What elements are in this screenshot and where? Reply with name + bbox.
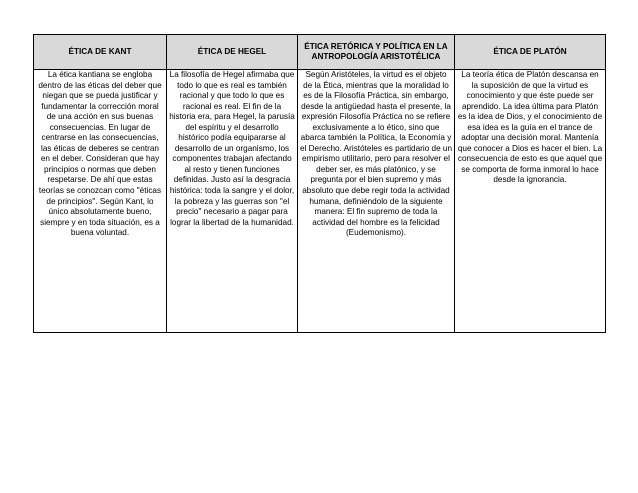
table-row [34,70,606,333]
cell-kant: La ética kantiana se engloba dentro de las éticas del deber que niegan que se pueda justificar y fundamentar la corrección moral de una acción en sus buenas consecuencias. En lugar de centrarse en las consecuencias, las éticas de deberes se centran en el deber. Consideran que hay principios o normas que deben respetarse. De ahí que estas teorías se conozcan como "éticas de principios". Según Kant, lo único absolutamente bueno, siempre y en toda situación, es a buena voluntad. [34,70,167,333]
ethics-comparison-table [33,34,606,333]
table-header-row [34,35,606,70]
cell-hegel: La filosofía de Hegel afirmaba que todo lo que es real es también racional y que todo lo que es racional es real. El fin de la historia era, para Hegel, la parusía del espíritu y el desarrollo histórico podía equipararse al desarrollo de un organismo, los componentes trabajan afectando al resto y tienen funciones definidas. Justo así la desgracia histórica: toda la sangre y el dolor, la pobreza y las guerras son "el precio" necesario a pagar para lograr la libertad de la humanidad. [167,70,298,333]
ethics-comparison-table-container [33,34,605,333]
header-kant: ÉTICA DE KANT [34,35,167,70]
cell-plato: La teoría ética de Platón descansa en la suposición de que la virtud es conocimiento y que éste puede ser aprendido. La idea última para Platón es la idea de Dios, y el conocimiento de esa idea es la guía en el trance de adoptar una decisión moral. Mantenía que conocer a Dios es hacer el bien. La consecuencia de esto es que aquel que se comporta de forma inmoral lo hace desde la ignorancia. [455,70,606,333]
header-plato: ÉTICA DE PLATÓN [455,35,606,70]
header-hegel: ÉTICA DE HEGEL [167,35,298,70]
cell-aristotle: Según Aristóteles, la virtud es el objeto de la Ética, mientras que la moralidad lo es de la Filosofía Práctica, sin embargo, desde la antigüedad hasta el presente, la expresión Filosofía Práctica no se refiere exclusivamente a lo ético, sino que abarca también la Política, la Economía y el Derecho. Aristóteles es partidario de un empirismo utilitario, pero para resolver el deber ser, es más platónico, y se pregunta por el bien supremo y más absoluto que debe regir toda la actividad humana, definiéndolo de la siguiente manera: El fin supremo de toda la actividad del hombre es la felicidad (Eudemonismo). [298,70,455,333]
header-aristotle: ÉTICA RETÓRICA Y POLÍTICA EN LA ANTROPOLOGÍA ARISTOTÉLICA [298,35,455,70]
